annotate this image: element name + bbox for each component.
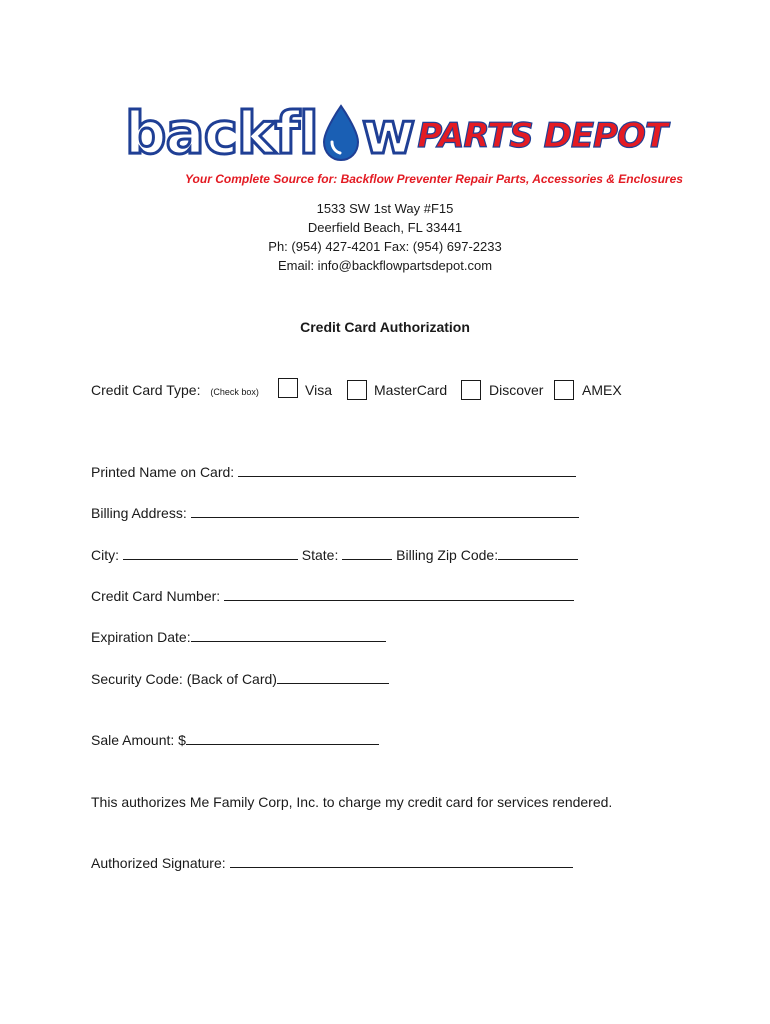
- card-type-label-group: [91, 382, 259, 398]
- expiration-field[interactable]: [191, 629, 386, 642]
- address-street: 1533 SW 1st Way #F15: [316, 201, 454, 216]
- discover-label: Discover: [489, 382, 544, 398]
- logo-brand-accent: PARTS DEPOT: [417, 116, 668, 156]
- address-email: Email: info@backflowpartsdepot.com: [277, 258, 493, 273]
- state-field[interactable]: [342, 547, 392, 560]
- mastercard-label: MasterCard: [374, 382, 448, 398]
- security-code-label: Security Code: (Back of Card): [91, 671, 277, 687]
- printed-name-row: [91, 464, 576, 480]
- signature-field[interactable]: [230, 855, 573, 868]
- card-number-label: Credit Card Number:: [91, 588, 221, 604]
- form-title: Credit Card Authorization: [300, 319, 470, 335]
- billing-address-field[interactable]: [191, 505, 579, 518]
- card-number-row: [91, 588, 574, 604]
- signature-row: [91, 855, 573, 871]
- mastercard-checkbox[interactable]: [347, 380, 367, 400]
- state-label: State:: [301, 547, 339, 563]
- visa-label: Visa: [305, 382, 332, 398]
- security-code-row: [91, 671, 389, 687]
- amex-checkbox[interactable]: [554, 380, 574, 400]
- discover-checkbox[interactable]: [461, 380, 481, 400]
- address-phone: Ph: (954) 427-4201 Fax: (954) 697-2233: [268, 239, 502, 254]
- water-drop-icon: [318, 100, 364, 166]
- security-code-field[interactable]: [277, 671, 389, 684]
- signature-label: Authorized Signature:: [91, 855, 226, 871]
- sale-amount-row: [91, 732, 379, 748]
- visa-checkbox[interactable]: [278, 378, 298, 398]
- city-field[interactable]: [123, 547, 298, 560]
- logo-word-start: backfl: [125, 99, 318, 167]
- billing-address-row: [91, 505, 579, 521]
- amex-label: AMEX: [582, 382, 622, 398]
- address-city: Deerfield Beach, FL 33441: [307, 220, 463, 235]
- card-type-label: Credit Card Type:: [91, 382, 201, 398]
- card-type-hint: (Check box): [210, 387, 259, 397]
- sale-amount-field[interactable]: [186, 732, 379, 745]
- printed-name-field[interactable]: [238, 464, 576, 477]
- expiration-label: Expiration Date:: [91, 629, 191, 645]
- expiration-row: [91, 629, 386, 645]
- zip-label: Billing Zip Code:: [396, 547, 499, 563]
- sale-amount-label: Sale Amount: $: [91, 732, 186, 748]
- city-state-zip-row: [91, 547, 578, 563]
- authorization-statement: This authorizes Me Family Corp, Inc. to charge my credit card for services rendered.: [91, 794, 613, 810]
- zip-field[interactable]: [498, 547, 578, 560]
- company-logo: [125, 99, 683, 190]
- printed-name-label: Printed Name on Card:: [91, 464, 235, 480]
- city-label: City:: [91, 547, 119, 563]
- logo-tagline: Your Complete Source for: Backflow Preventer Repair Parts, Accessories & Enclosures: [185, 172, 683, 186]
- billing-address-label: Billing Address:: [91, 505, 187, 521]
- card-number-field[interactable]: [224, 588, 574, 601]
- logo-word-end: w: [361, 99, 416, 167]
